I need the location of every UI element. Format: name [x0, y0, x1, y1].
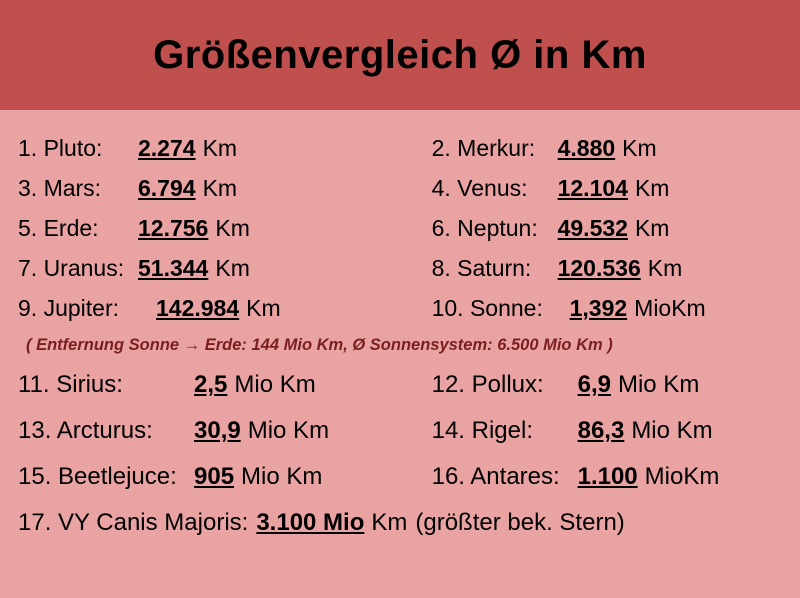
entry-vy-canis-majoris [12, 500, 788, 546]
table-row [12, 208, 788, 248]
entry-label: 13. Arcturus: [18, 417, 153, 444]
title-bar [0, 0, 800, 110]
entry-venus [426, 175, 788, 202]
entry-pluto [12, 135, 426, 162]
entry-sonne [426, 295, 788, 322]
entry-pollux [426, 371, 788, 399]
entry-value: 2,5 [194, 371, 228, 398]
entry-value: 905 [194, 463, 235, 490]
entry-value: 30,9 [194, 417, 241, 444]
entry-value: 1,392 [569, 294, 628, 321]
entry-label: 11. Sirius: [18, 371, 123, 398]
entry-label: 15. Beetlejuce: [18, 463, 177, 490]
entry-unit: Mio Km [241, 463, 323, 490]
entry-value: 3.100 Mio [256, 509, 365, 536]
entry-unit: MioKm [634, 294, 706, 321]
entry-mars [12, 175, 426, 202]
entry-value: 142.984 [156, 294, 240, 321]
page-title: Größenvergleich Ø in Km [153, 32, 647, 77]
entry-unit: Mio Km [631, 417, 713, 444]
entry-value: 120.536 [557, 254, 641, 281]
entry-uranus [12, 255, 426, 282]
entry-value: 6,9 [577, 371, 611, 398]
entry-value: 6.794 [138, 174, 196, 201]
entry-unit: Km [246, 294, 281, 321]
entry-erde [12, 215, 426, 242]
entry-unit: Km [622, 134, 657, 161]
entry-label: 7. Uranus: [18, 254, 125, 281]
entry-rigel [426, 417, 788, 445]
entry-value: 2.274 [138, 134, 196, 161]
entry-label: 10. Sonne: [431, 294, 543, 321]
table-row [12, 128, 788, 168]
entry-unit: Mio Km [234, 371, 316, 398]
distance-note: ( Entfernung Sonne → Erde: 144 Mio Km, Ø Sonnensystem: 6.500 Mio Km ) [26, 335, 613, 354]
entry-unit: Km [215, 254, 250, 281]
entry-antares [426, 463, 788, 491]
entry-value: 51.344 [138, 254, 209, 281]
table-row [12, 288, 788, 328]
entry-value: 49.532 [557, 214, 628, 241]
table-row [12, 168, 788, 208]
entry-merkur [426, 135, 788, 162]
entry-label: 16. Antares: [431, 463, 560, 490]
entry-label: 14. Rigel: [431, 417, 533, 444]
entry-label: 5. Erde: [18, 214, 99, 241]
entry-suffix: (größter bek. Stern) [415, 509, 625, 536]
table-row [12, 362, 788, 408]
entry-value: 4.880 [557, 134, 616, 161]
entry-neptun [426, 215, 788, 242]
entry-value: 1.100 [577, 463, 638, 490]
entry-jupiter [12, 295, 426, 322]
entry-unit: Km [371, 509, 408, 536]
entry-label: 8. Saturn: [431, 254, 532, 281]
entry-label: 9. Jupiter: [18, 294, 119, 321]
entry-saturn [426, 255, 788, 282]
entry-value: 12.104 [557, 174, 628, 201]
entry-label: 1. Pluto: [18, 134, 103, 161]
entry-label: 17. VY Canis Majoris: [18, 509, 249, 536]
entry-label: 4. Venus: [431, 174, 528, 201]
entry-label: 6. Neptun: [431, 214, 538, 241]
content-area [0, 110, 800, 598]
entry-unit: Km [215, 214, 250, 241]
entry-label: 3. Mars: [18, 174, 102, 201]
entry-unit: MioKm [644, 463, 720, 490]
table-row [12, 408, 788, 454]
entry-sirius [12, 371, 426, 399]
note-row [12, 328, 788, 362]
entry-label: 12. Pollux: [431, 371, 544, 398]
entry-unit: Mio Km [247, 417, 330, 444]
entry-arcturus [12, 417, 426, 445]
entry-unit: Km [202, 174, 238, 201]
entry-beetlejuce [12, 463, 426, 491]
entry-value: 86,3 [577, 417, 625, 444]
entry-unit: Km [634, 214, 670, 241]
entry-value: 12.756 [138, 214, 209, 241]
entry-unit: Mio Km [617, 371, 700, 398]
entry-unit: Km [202, 134, 238, 161]
entry-unit: Km [647, 254, 683, 281]
table-row [12, 248, 788, 288]
entry-label: 2. Merkur: [431, 134, 536, 161]
entry-unit: Km [634, 174, 670, 201]
table-row [12, 454, 788, 500]
